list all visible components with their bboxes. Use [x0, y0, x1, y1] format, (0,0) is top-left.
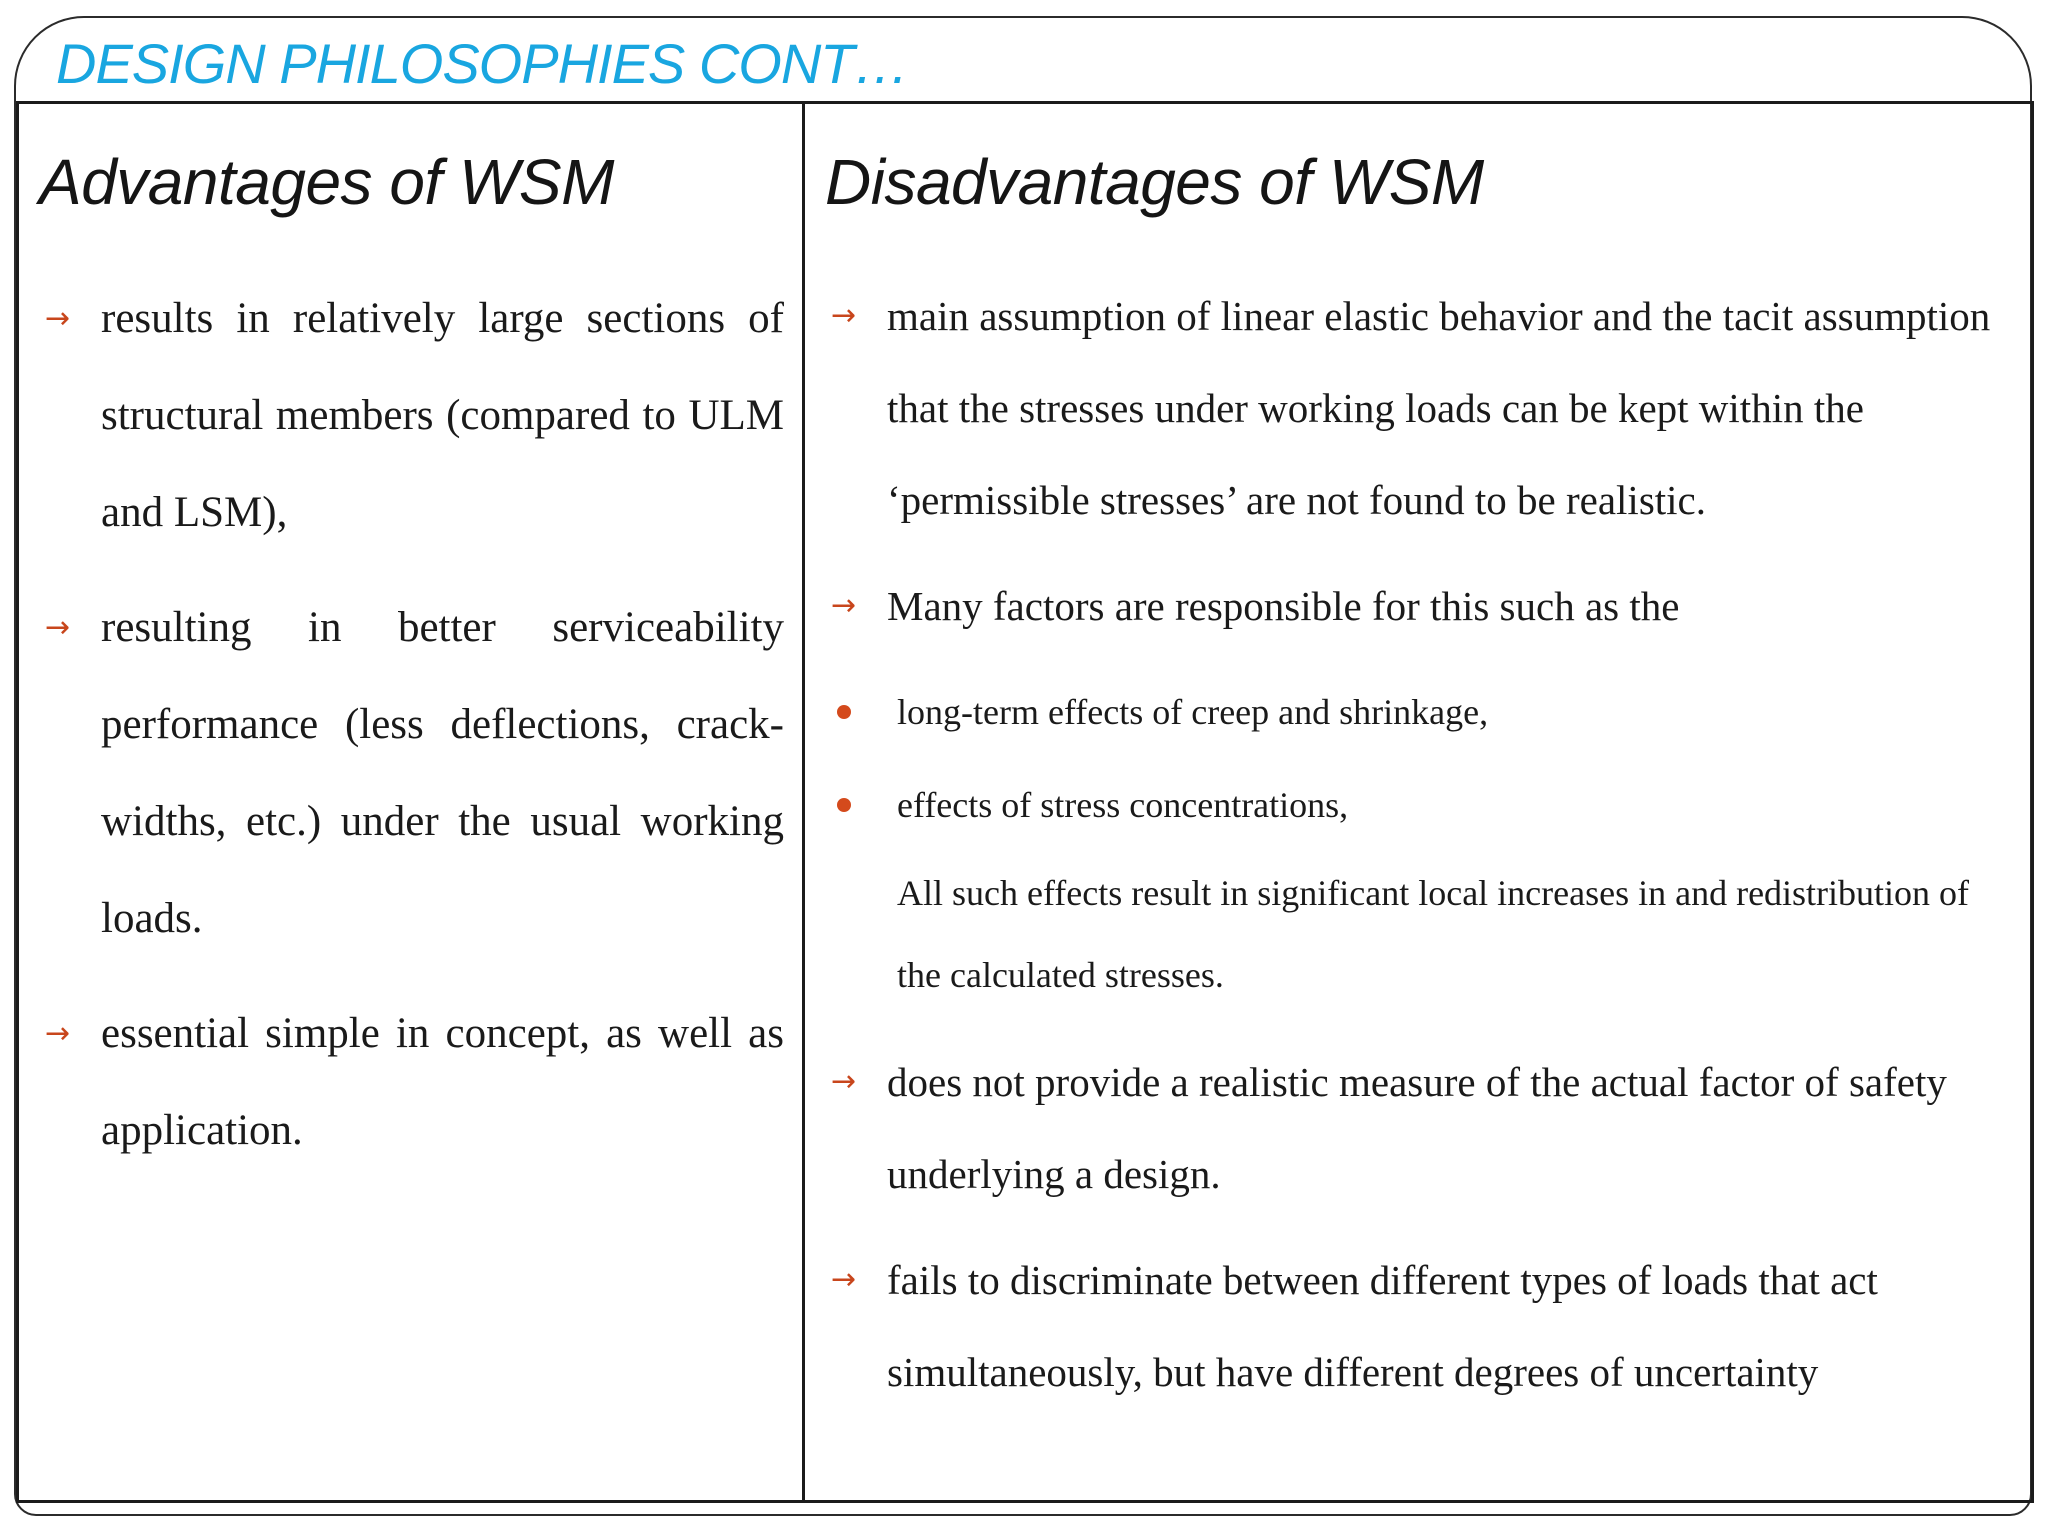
arrow-icon: →	[831, 298, 857, 333]
slide-title: DESIGN PHILOSOPHIES CONT…	[56, 32, 909, 95]
factor-text: effects of stress concentrations,	[897, 785, 1349, 825]
list-item	[39, 270, 784, 561]
list-item	[825, 560, 2005, 652]
bullet-dot-icon	[837, 705, 851, 719]
list-item	[825, 270, 2005, 546]
list-item	[825, 666, 2005, 759]
arrow-icon: →	[831, 1064, 857, 1099]
disadvantage-text: Many factors are responsible for this such as the	[887, 583, 1680, 629]
disadvantage-text: main assumption of linear elastic behavior and the tacit assumption that the stresses under working loads can be kept within the ‘permissible stresses’ are not found to be realistic.	[887, 293, 1991, 523]
disadvantages-heading: Disadvantages of WSM	[825, 146, 1484, 218]
disadvantages-column	[805, 104, 2031, 1500]
arrow-icon: →	[831, 588, 857, 623]
disadvantages-list-continued	[825, 1036, 2005, 1418]
bullet-dot-icon	[837, 798, 851, 812]
arrow-icon: →	[45, 610, 71, 645]
advantage-text: essential simple in concept, as well as application.	[101, 1010, 784, 1154]
list-item	[39, 579, 784, 967]
list-item	[825, 1036, 2005, 1220]
list-item	[825, 759, 2005, 852]
disadvantages-list	[825, 270, 2005, 652]
advantages-list	[39, 270, 784, 1179]
arrow-icon: →	[45, 1016, 71, 1051]
arrow-icon: →	[831, 1262, 857, 1297]
advantages-heading: Advantages of WSM	[39, 146, 614, 218]
factors-list	[825, 666, 2005, 852]
arrow-icon: →	[45, 301, 71, 336]
disadvantage-text: does not provide a realistic measure of the actual factor of safety underlying a design.	[887, 1059, 1947, 1197]
comparison-table	[16, 101, 2034, 1503]
advantages-column	[19, 104, 805, 1500]
list-item	[825, 1234, 2005, 1418]
factor-text: long-term effects of creep and shrinkage,	[897, 692, 1489, 732]
list-item	[39, 985, 784, 1179]
advantage-text: results in relatively large sections of structural members (compared to ULM and LSM),	[101, 295, 784, 536]
effects-note: All such effects result in significant local increases in and redistribution of the calculated stresses.	[897, 873, 1970, 995]
disadvantage-text: fails to discriminate between different types of loads that act simultaneously, but have different degrees of uncertainty	[887, 1257, 1878, 1395]
advantage-text: resulting in better serviceability performance (less deflections, crack-widths, etc.) under the usual working loads.	[101, 604, 784, 942]
